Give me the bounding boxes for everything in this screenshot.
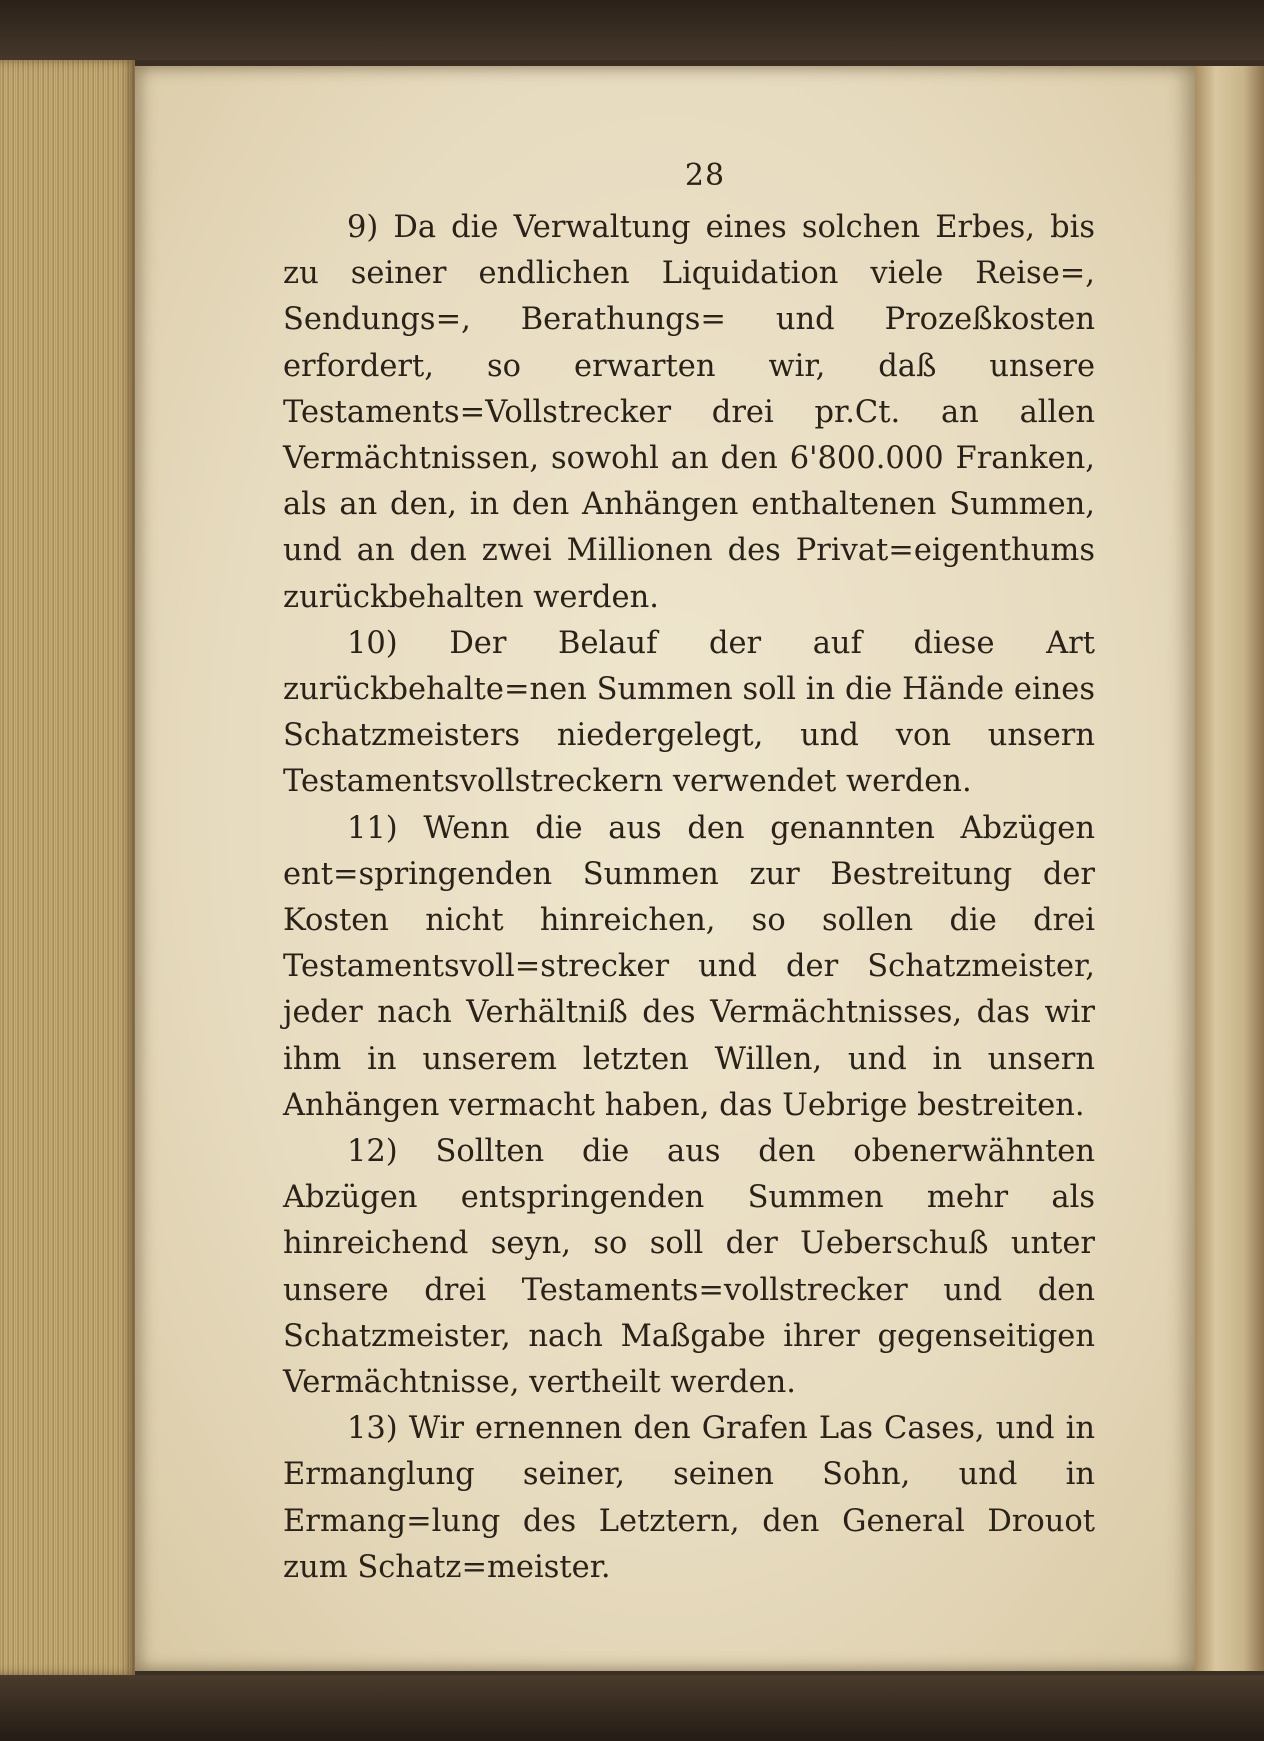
paragraph-11: 11) Wenn die aus den genannten Abzügen ent=springenden Summen zur Bestreitung der Kosten nicht hinreichen, so sollen die drei Testamentsvoll=strecker und der Schatzmeister, jeder nach Verhältniß des Vermächtnisses, das wir ihm in unserem letzten Willen, und in unsern Anhängen vermacht haben, das Uebrige bestreiten.	[283, 810, 1095, 1123]
book-cover-top	[0, 0, 1264, 60]
page-number: 28	[684, 158, 726, 193]
page-text	[283, 205, 1095, 1591]
page-edges	[0, 60, 135, 1675]
book-cover-bottom	[0, 1675, 1264, 1741]
paragraph-12: 12) Sollten die aus den obenerwähnten Abzügen entspringenden Summen mehr als hinreichend seyn, so soll der Ueberschuß unter unsere drei Testaments=vollstrecker und den Schatzmeister, nach Maßgabe ihrer gegenseitigen Vermächtnisse, vertheilt werden.	[283, 1134, 1095, 1401]
paragraph-9: 9) Da die Verwaltung eines solchen Erbes, bis zu seiner endlichen Liquidation viele Reise=, Sendungs=, Berathungs= und Prozeßkosten erfordert, so erwarten wir, daß unsere Testaments=Vollstrecker drei pr.Ct. an allen Vermächtnissen, sowohl an den 6'800.000 Franken, als an den, in den Anhängen enthaltenen Summen, und an den zwei Millionen des Privat=eigenthums zurückbehalten werden.	[283, 210, 1095, 615]
paragraph-10: 10) Der Belauf der auf diese Art zurückbehalte=nen Summen soll in die Hände eines Schatzmeisters niedergelegt, und von unsern Testamentsvollstreckern verwendet werden.	[283, 625, 1095, 800]
book-gutter	[1195, 66, 1264, 1671]
paragraph-13: 13) Wir ernennen den Grafen Las Cases, und in Ermanglung seiner, seinen Sohn, und in Ermang=lung des Letztern, den General Drouot zum Schatz=meister.	[283, 1411, 1095, 1585]
